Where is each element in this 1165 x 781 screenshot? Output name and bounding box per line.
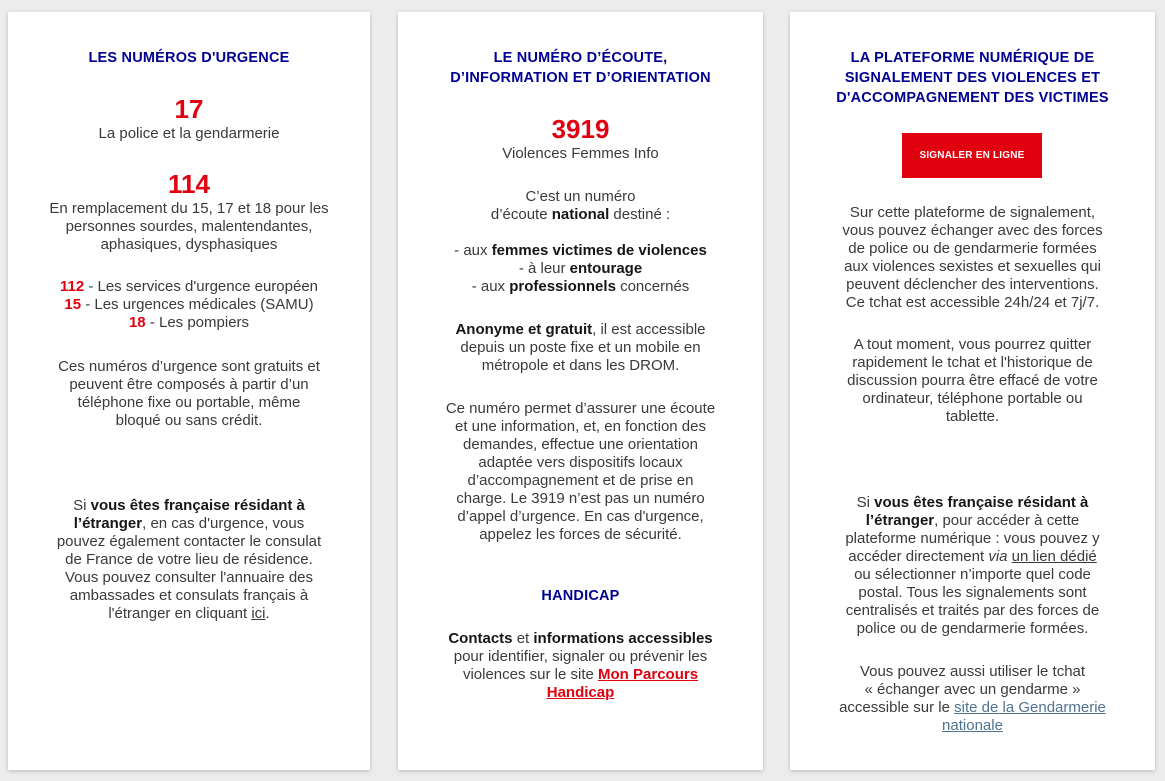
number-17-description: La police et la gendarmerie [98, 125, 280, 142]
number-3919-description: Violences Femmes Info [502, 145, 659, 162]
card-title: LA PLATEFORME NUMÉRIQUE DE SIGNALEMENT DES VIOLENCES ET D'ACCOMPAGNEMENT DES VICTIMES [836, 50, 1109, 106]
quit-chat-paragraph: A tout moment, vous pourrez quitter rapidement le tchat et l'historique de discussion pourra être effacé de votre ordinateur, téléphone portable ou tablette. [847, 336, 1098, 425]
handicap-title: HANDICAP [541, 588, 620, 604]
card-title: LES NUMÉROS D'URGENCE [88, 50, 290, 66]
mon-parcours-handicap-link[interactable]: Mon Parcours Handicap [546, 666, 699, 701]
report-online-button[interactable]: SIGNALER EN LIGNE [902, 133, 1042, 178]
gendarmerie-site-link[interactable]: site de la Gendarmerie nationale [942, 699, 1106, 734]
embassy-directory-link[interactable]: ici [251, 605, 266, 622]
platform-paragraph: Sur cette plateforme de signalement, vous pouvez échanger avec des forces de police ou de gendarmerie formées aux violences sexistes et sexuelles qui peuvent déclencher des interventions. Ce tchat est accessible 24h/24 et 7j/7. [842, 204, 1103, 311]
number-114-description: En remplacement du 15, 17 et 18 pour les personnes sourdes, malentendantes, aphasiques, dysphasiques [49, 200, 329, 253]
number-112: 112 [59, 278, 85, 295]
gendarme-chat-paragraph: Vous pouvez aussi utiliser le tchat « échanger avec un gendarme » accessible sur le site de la Gendarmerie nationale [839, 663, 1106, 734]
dedicated-link[interactable]: un lien dédié [1011, 548, 1097, 565]
card-title: LE NUMÉRO D’ÉCOUTE, D’INFORMATION ET D’ORIENTATION [450, 50, 711, 86]
anonymous-paragraph: Anonyme et gratuit, il est accessible depuis un poste fixe et un mobile en métropole et dans les DROM. [455, 321, 706, 374]
number-18: 18 [128, 314, 146, 331]
free-calls-paragraph: Ces numéros d’urgence sont gratuits et peuvent être composés à partir d’un téléphone fixe ou portable, même bloqué ou sans crédit. [58, 358, 320, 429]
number-3919: 3919 [551, 114, 610, 144]
description-paragraph: Ce numéro permet d’assurer une écoute et une information, et, en fonction des demandes, effectue une orientation adaptée vers dispositifs locaux d’accompagnement et de prise en charge. Le 3919 n’est pas un numéro d’appel d’urgence. En cas d'urgence, appelez les forces de sécurité. [445, 400, 716, 543]
handicap-paragraph: Contacts et informations accessibles pour identifier, signaler ou prévenir les violences sur le site Mon Parcours Handicap [448, 630, 713, 701]
number-17: 17 [174, 94, 204, 124]
intro-paragraph: C’est un numéro d’écoute national destiné : [490, 188, 671, 223]
number-15: 15 [64, 296, 82, 313]
card-listening-number [398, 12, 763, 770]
card-emergency-numbers [8, 12, 370, 770]
abroad-paragraph: Si vous êtes française résidant à l’étranger, en cas d'urgence, vous pouvez également contacter le consulat de France de votre lieu de résidence. Vous pouvez consulter l'annuaire des ambassades et consulats français à l'étranger en cliquant ici. [56, 497, 322, 622]
other-numbers-list: 112 - Les services d'urgence européen 15 - Les urgences médicales (SAMU) 18 - Les pompiers [59, 278, 319, 331]
audience-list: - aux femmes victimes de violences - à leur entourage - aux professionnels concernés [454, 242, 707, 295]
card-reporting-platform [790, 12, 1155, 770]
abroad-paragraph: Si vous êtes française résidant à l’étranger, pour accéder à cette plateforme numérique : vous pouvez y accéder directement via un lien dédié ou sélectionner n’importe quel code postal. Tous les signalements sont centralisés et traités par des forces de police ou de gendarmerie formées. [845, 494, 1100, 637]
number-114: 114 [168, 169, 210, 199]
